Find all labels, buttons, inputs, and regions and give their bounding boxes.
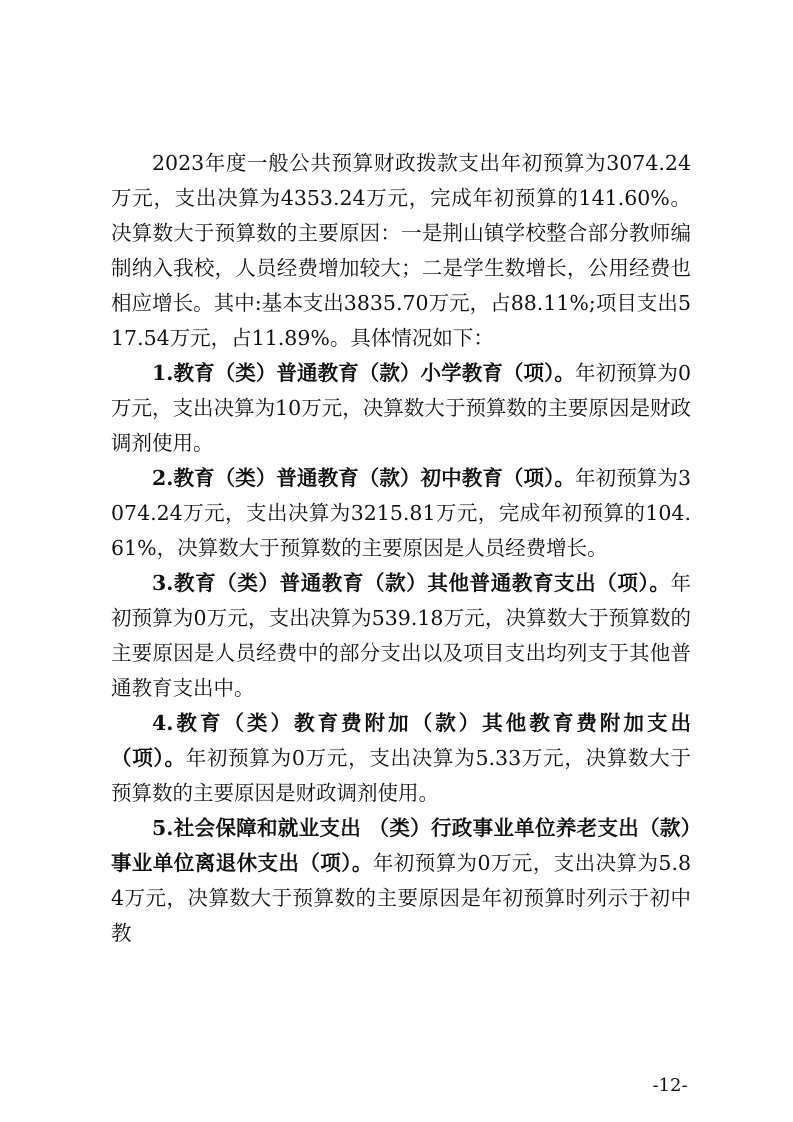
item-title-3: 3.教育（类）普通教育（款）其他普通教育支出（项）。 [152, 571, 671, 595]
item-text-1: 年初预算为0万元，支出决算为10万元，决算数大于预算数的主要原因是财政调剂使用。 [111, 361, 691, 455]
item-title-1: 1.教育（类）普通教育（款）小学教育（项）。 [152, 361, 576, 385]
item-text-2: 年初预算为3074.24万元，支出决算为3215.81万元，完成年初预算的104.61%，决算数大于预算数的主要原因是人员经费增长。 [111, 466, 691, 560]
item-text-5: 年初预算为0万元，支出决算为5.84万元，决算数大于预算数的主要原因是年初预算时列示于初中教 [111, 851, 691, 945]
page-number: -12- [652, 1075, 688, 1096]
document-body [111, 146, 691, 951]
item-paragraph-3 [111, 566, 691, 706]
item-title-5: 5.社会保障和就业支出 （类）行政事业单位养老支出（款）事业单位离退休支出（项）。 [111, 816, 691, 875]
intro-paragraph: 2023年度一般公共预算财政拨款支出年初预算为3074.24万元，支出决算为4353.24万元，完成年初预算的141.60%。决算数大于预算数的主要原因：一是荆山镇学校整合部分教师编制纳入我校，人员经费增加较大；二是学生数增长，公用经费也相应增长。其中:基本支出3835.70万元，占88.11%;项目支出517.54万元，占11.89%。具体情况如下： [111, 151, 691, 350]
item-title-2: 2.教育（类）普通教育（款）初中教育（项）。 [152, 466, 576, 490]
item-text-4: 年初预算为0万元，支出决算为5.33万元，决算数大于预算数的主要原因是财政调剂使用。 [111, 746, 692, 805]
item-paragraph-4 [111, 706, 691, 811]
item-paragraph-1 [111, 356, 691, 461]
item-paragraph-2 [111, 461, 691, 566]
item-text-3: 年初预算为0万元，支出决算为539.18万元，决算数大于预算数的主要原因是人员经费中的部分支出以及项目支出均列支于其他普通教育支出中。 [111, 571, 691, 700]
item-paragraph-5 [111, 811, 691, 951]
item-title-4: 4.教育（类）教育费附加（款）其他教育费附加支出（项）。 [111, 711, 691, 770]
